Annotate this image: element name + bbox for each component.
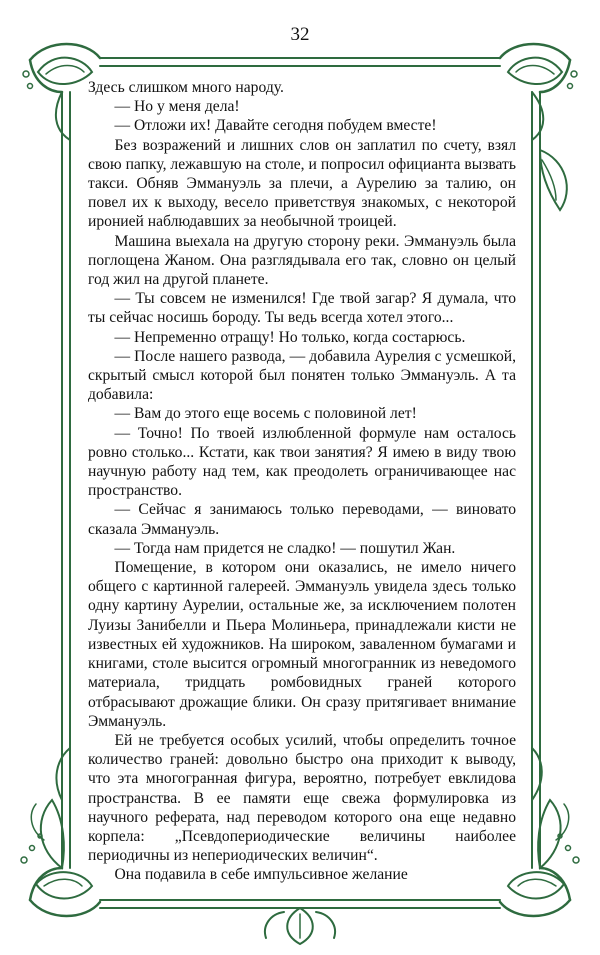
paragraph: — Точно! По твоей излюбленной формуле нам осталось ровно столько... Кстати, как твои занятия? Я имею в виду твою научную работу над тем, как преодолеть ограничивающее нас пространство. (88, 424, 516, 500)
paragraph: — Вам до этого еще восемь с половиной лет! (114, 405, 417, 423)
paragraph: Здесь слишком много народу. (88, 79, 284, 96)
paragraph: — Непременно отращу! Но только, когда состарюсь. (114, 328, 466, 346)
paragraph: — Отложи их! Давайте сегодня побудем вместе! (114, 117, 437, 135)
paragraph: Она подавила в себе импульсивное желание (114, 866, 408, 884)
paragraph: Ей не требуется особых усилий, чтобы определить точное количество граней: довольно быстро она приходит к выводу, что эта многогранная фигура, вероятно, потребует евклидова пространства. В ее памяти еще свежа формулировка из научного реферата, над переводом которого она еще недавно корпела: „Псевдопериодические величины наиболее периодичны из непериодических величин“. (88, 731, 516, 865)
paragraph: Машина выехала на другую сторону реки. Эммануэль была поглощена Жаном. Она разглядывала его так, словно он целый год жил на другой планете. (88, 232, 516, 289)
paragraph: — Тогда нам придется не сладко! — пошутил Жан. (114, 539, 456, 557)
paragraph: Помещение, в котором они оказались, не имело ничего общего с картинной галереей. Эммануэль увидела здесь только одну картину Аурелии, остальные же, за исключением полотен Луизы Занибелли и Пьера Молиньера, принадлежали кисти не известных ей художников. На широком, заваленном бумагами и книгами, столе высится огромный многогранник из неведомого материала, тридцать ромбовидных граней которого отбрасывают дрожащие блики. Он сразу притягивает внимание Эммануэль. (88, 559, 516, 730)
paragraph: Без возражений и лишних слов он заплатил по счету, взял свою папку, лежавшую на столе, и попросил официанта вызвать такси. Обняв Эммануэль за плечи, а Аурелию за талию, он повел их к выходу, весело приветствуя знакомых, с некоторой иронией наблюдавших за необычной троицей. (88, 136, 516, 231)
paragraph: — Сейчас я занимаюсь только переводами, — виновато сказала Эммануэль. (88, 501, 516, 538)
paragraph: — Ты совсем не изменился! Где твой загар? Я думала, что ты сейчас носишь бороду. Ты ведь всегда хотел этого... (88, 290, 516, 327)
paragraph: — После нашего развода, — добавила Аурелия с усмешкой, скрытый смысл которой был понятен только Эммануэль. А та добавила: (88, 347, 516, 404)
body-text (88, 78, 516, 885)
paragraph: — Но у меня дела! (114, 98, 240, 116)
page-number: 32 (290, 24, 310, 45)
